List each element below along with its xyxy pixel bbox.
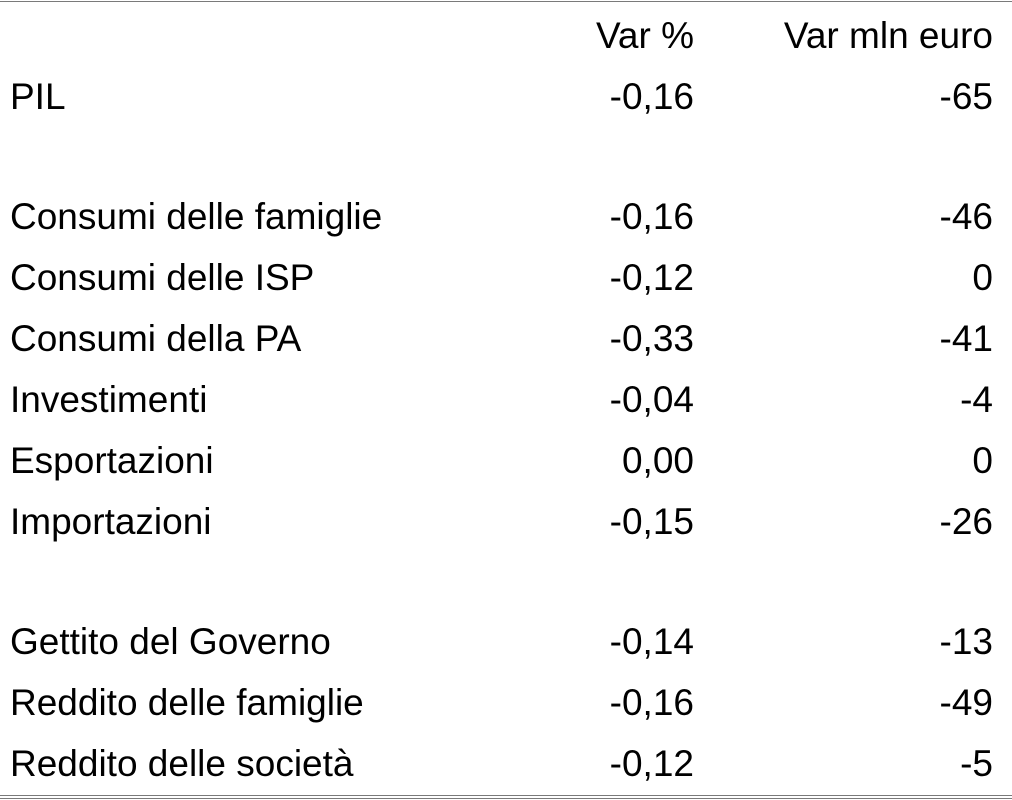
row-label: Consumi delle famiglie xyxy=(10,196,383,237)
table-spacer-row xyxy=(0,127,1012,186)
row-var-pct: -0,12 xyxy=(609,257,694,298)
table-row-reddito-famiglie xyxy=(0,672,1012,733)
row-label: Investimenti xyxy=(10,379,208,420)
table-top-rule xyxy=(0,1,1012,2)
row-var-mln-euro: -5 xyxy=(960,743,993,784)
row-var-pct: -0,33 xyxy=(609,318,694,359)
row-var-mln-euro: -46 xyxy=(939,196,993,237)
row-var-mln-euro: -41 xyxy=(939,318,993,359)
header-var-pct: Var % xyxy=(595,15,694,56)
table-spacer-row xyxy=(0,552,1012,611)
row-var-pct: -0,04 xyxy=(609,379,694,420)
table-header-row xyxy=(0,5,1012,66)
row-var-mln-euro: -26 xyxy=(939,501,993,542)
table-row-pil xyxy=(0,66,1012,127)
row-var-pct: -0,16 xyxy=(609,682,694,723)
row-var-pct: 0,00 xyxy=(621,440,694,481)
table-row-reddito-societa xyxy=(0,733,1012,794)
row-label: Esportazioni xyxy=(10,440,214,481)
row-var-pct: -0,14 xyxy=(609,621,694,662)
row-label: Importazioni xyxy=(10,501,212,542)
row-var-mln-euro: -65 xyxy=(939,76,993,117)
table-row-esportazioni xyxy=(0,430,1012,491)
table-row-investimenti xyxy=(0,369,1012,430)
table-row-consumi-isp xyxy=(0,247,1012,308)
row-var-mln-euro: -4 xyxy=(960,379,993,420)
row-label: Consumi delle ISP xyxy=(10,257,315,298)
row-var-pct: -0,15 xyxy=(609,501,694,542)
table-bottom-rule xyxy=(0,795,1012,796)
header-var-mln-euro: Var mln euro xyxy=(783,15,993,56)
row-label: PIL xyxy=(10,76,66,117)
table-row-consumi-pa xyxy=(0,308,1012,369)
table-bottom-rule-double xyxy=(0,798,1012,799)
row-label: Gettito del Governo xyxy=(10,621,331,662)
row-var-pct: -0,12 xyxy=(609,743,694,784)
table-row-gettito-governo xyxy=(0,611,1012,672)
row-label: Consumi della PA xyxy=(10,318,302,359)
row-label: Reddito delle famiglie xyxy=(10,682,364,723)
row-var-mln-euro: 0 xyxy=(972,257,993,298)
row-var-pct: -0,16 xyxy=(609,76,694,117)
table-row-consumi-famiglie xyxy=(0,186,1012,247)
row-label: Reddito delle società xyxy=(10,743,354,784)
row-var-pct: -0,16 xyxy=(609,196,694,237)
row-var-mln-euro: 0 xyxy=(972,440,993,481)
row-var-mln-euro: -49 xyxy=(939,682,993,723)
results-table xyxy=(0,5,1012,794)
table-row-importazioni xyxy=(0,491,1012,552)
row-var-mln-euro: -13 xyxy=(939,621,993,662)
